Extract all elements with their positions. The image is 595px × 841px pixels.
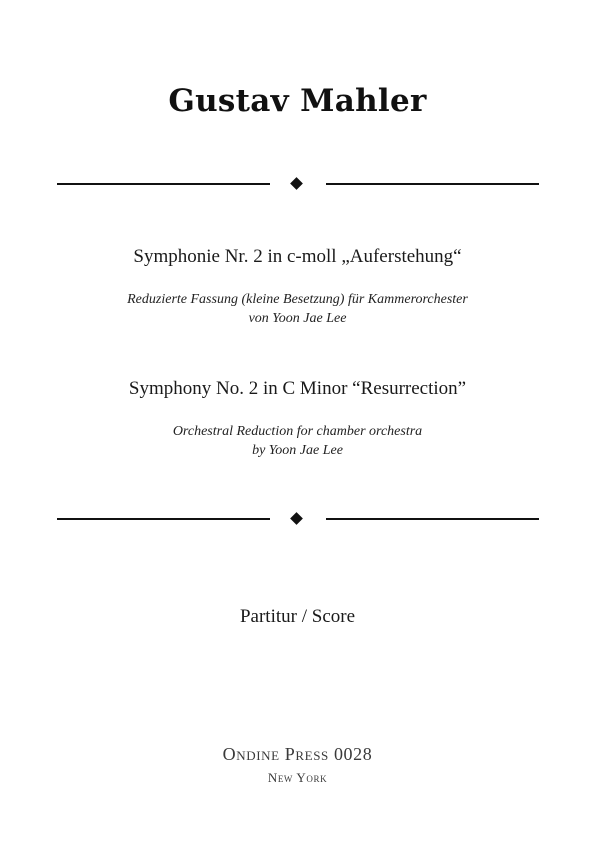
bottom-divider [57,512,539,526]
english-subtitle-line2: by Yoon Jae Lee [252,443,343,458]
divider-rule-left [57,183,270,185]
publisher-city: New York [267,770,328,785]
publisher-name: Ondine Press 0028 [222,744,373,764]
english-title: Symphony No. 2 in C Minor “Resurrection” [128,378,467,399]
german-subtitle-line2: von Yoon Jae Lee [248,311,347,326]
score-label: Partitur / Score [239,606,356,627]
top-divider [57,177,539,191]
divider-rule-right [326,518,539,520]
divider-rule-left [57,518,270,520]
german-title: Symphonie Nr. 2 in c-moll „Auferstehung“ [133,246,462,267]
diamond-icon [290,512,303,525]
divider-rule-right [326,183,539,185]
german-subtitle-line1: Reduzierte Fassung (kleine Besetzung) für Kammerorchester [127,292,468,307]
english-subtitle-line1: Orchestral Reduction for chamber orchestra [172,424,423,439]
composer-name: Gustav Mahler [168,83,427,119]
diamond-icon [290,177,303,190]
